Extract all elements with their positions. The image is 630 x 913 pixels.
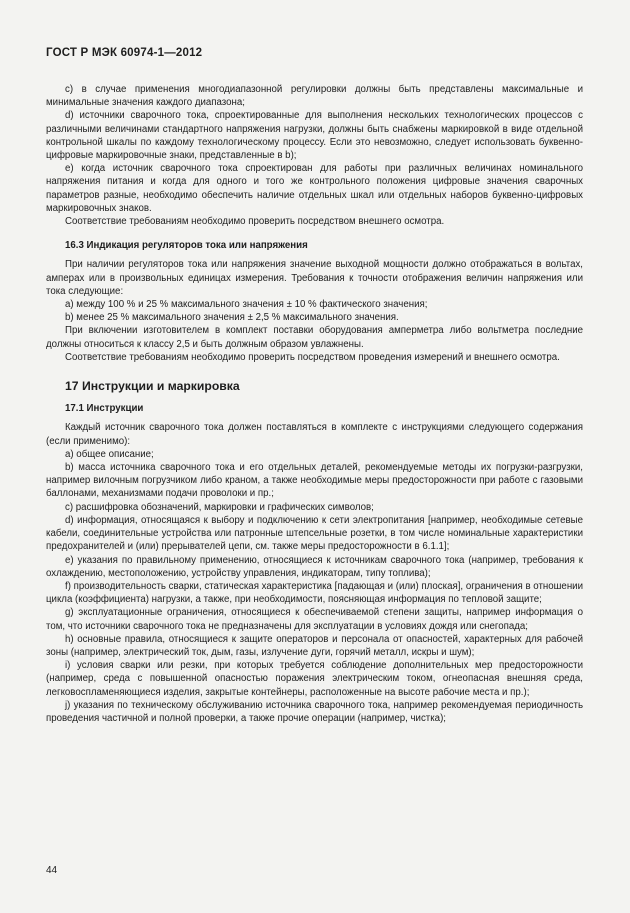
instruction-item-e: e) указания по правильному применению, относящиеся к источникам сварочного тока (например, требования к охлаждению, местоположению, устройству управления, индикаторам, типу топлива); bbox=[46, 554, 583, 579]
paragraph-16-3-intro: При наличии регуляторов тока или напряжения значение выходной мощности должно отображаться в вольтах, амперах или в произвольных единицах измерения. Требования к точности отображения величин напряжения или тока следующие: bbox=[46, 259, 583, 297]
page-number: 44 bbox=[46, 865, 58, 876]
paragraph-16-3-b: b) менее 25 % максимального значения ± 2,5 % максимального значения. bbox=[65, 312, 399, 324]
section-heading-17: 17 Инструкции и маркировка bbox=[65, 379, 240, 394]
paragraph-16-3-ammeter: При включении изготовителем в комплект поставки оборудования амперметра либо вольтметра последние должны относиться к классу 2,5 и быть должным образом увлажнены. bbox=[46, 325, 583, 350]
section-heading-17-1: 17.1 Инструкции bbox=[65, 403, 144, 415]
paragraph-e-source: e) когда источник сварочного тока спроектирован для работы при различных величинах номинального напряжения питания и когда для одного и того же контрольного положения цифровые значения сварочных параметров разные, необходимо обеспечить наличие отдельных шкал или отдельных наборов буквенно-цифровых маркировочных знаков. bbox=[46, 163, 583, 214]
paragraph-16-3-a: a) между 100 % и 25 % максимального значения ± 10 % фактического значения; bbox=[65, 299, 428, 311]
instruction-item-g: g) эксплуатационные ограничения, относящиеся к обеспечиваемой степени защиты, например информация о том, что источники сварочного тока не предназначены для эксплуатации в условиях дождя или снегопада; bbox=[46, 607, 583, 632]
instruction-item-i: i) условия сварки или резки, при которых требуется соблюдение дополнительных мер предосторожности (например, среда с повышенной опасностью поражения электрическим током, огнеопасная внешняя среда, легковоспламеняющиеся изделия, закрытые контейнеры, расположенные на высоте рабочие места и пр.); bbox=[46, 660, 583, 698]
paragraph-c-multirange: c) в случае применения многодиапазонной регулировки должны быть представлены максимальные и минимальные значения каждого диапазона; bbox=[46, 84, 583, 109]
compliance-note-1: Соответствие требованиям необходимо проверить посредством внешнего осмотра. bbox=[65, 216, 445, 228]
instruction-item-d: d) информация, относящаяся к выбору и подключению к сети электропитания [например, необходимые сетевые кабели, соединительные устройства или патронные штепсельные розетки, в том числе номинальные характеристики предохранителей и (или) прерывателей цепи, см. также меры предосторожности в 6.1.1]; bbox=[46, 514, 583, 553]
instruction-item-c: c) расшифровка обозначений, маркировки и графических символов; bbox=[65, 501, 374, 513]
instruction-item-b: b) масса источника сварочного тока и его отдельных деталей, рекомендуемые методы их погрузки-разгрузки, например вилочным погрузчиком либо краном, а также необходимые меры предосторожности при работе с газовыми баллонами, механизмами подачи проволоки и пр.; bbox=[46, 462, 583, 500]
document-body bbox=[46, 83, 583, 725]
section-heading-16-3: 16.3 Индикация регуляторов тока или напряжения bbox=[65, 240, 308, 252]
instruction-item-f: f) производительность сварки, статическая характеристика [падающая и (или) плоская], ограничения в отношении цикла (коэффициента) нагрузки, а также, при необходимости, поясняющая информация по тепловой защите; bbox=[46, 580, 583, 606]
compliance-note-2: Соответствие требованиям необходимо проверить посредством проведения измерений и внешнего осмотра. bbox=[65, 351, 560, 363]
document-header: ГОСТ Р МЭК 60974-1—2012 bbox=[46, 47, 203, 59]
paragraph-d-sources: d) источники сварочного тока, спроектированные для выполнения нескольких технологических процессов с различными величинами стандартного напряжения нагрузки, должны быть снабжены маркировкой в виде отдельной контрольной шкалы по каждому технологическому процессу. Если это невозможно, следует использовать буквенно-цифровые маркировочные знаки, представленные в b); bbox=[46, 110, 583, 162]
instruction-item-h: h) основные правила, относящиеся к защите операторов и персонала от опасностей, характерных для рабочей зоны (например, электрический ток, дым, газы, излучение дуги, горячий металл, искры и шум); bbox=[46, 633, 583, 658]
paragraph-17-1-intro: Каждый источник сварочного тока должен поставляться в комплекте с инструкциями следующего содержания (если применимо): bbox=[46, 422, 583, 447]
instruction-item-a: a) общее описание; bbox=[65, 448, 154, 460]
instruction-item-j: j) указания по техническому обслуживанию источника сварочного тока, например рекомендуемая периодичность проведения частичной и полной проверки, а также прочие операции (например, чистка); bbox=[46, 699, 583, 724]
